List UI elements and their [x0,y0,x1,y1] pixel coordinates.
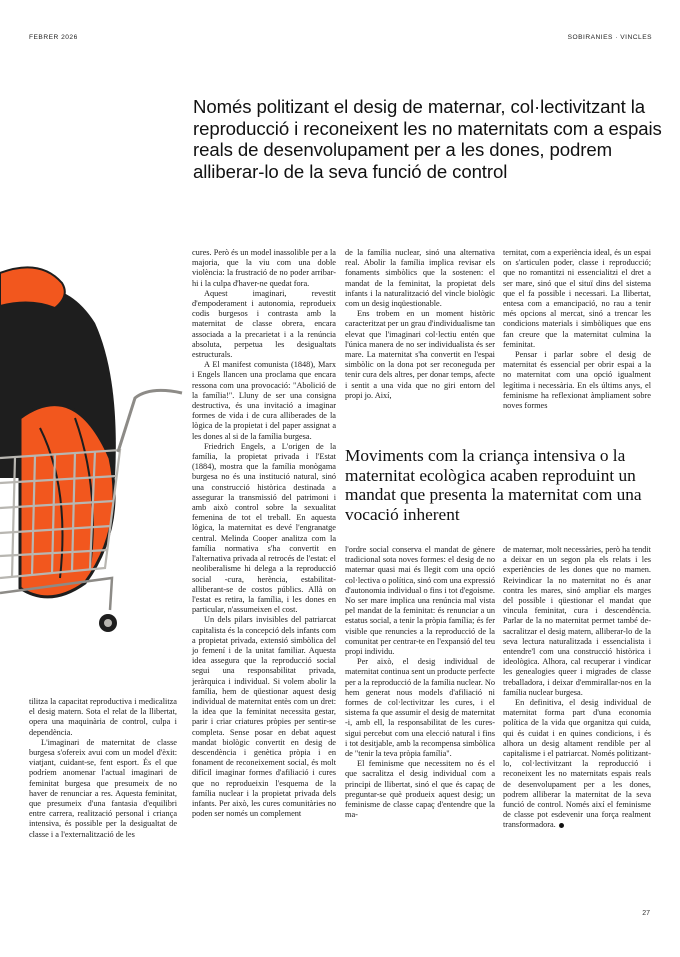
paragraph: En definitiva, el desig individual de maternitat forma part d'una economia política de la vida que organitza qui cuida, qui és cuidat i en quines condicions, i és alhora un desig altament rendible per al capitalisme i el patriarcat. Només politizant-lo, col·lectivitzant la reproducció i reconeixent les no maternitats espais reals de desenvolupament per a les dones, podrem alliberar la maternitat de la seva funció de control. Només així el feminisme de classe pot esdevenir una força realment transformadora. [503,698,651,830]
pull-quote: Només politizant el desig de maternar, col·lectivitzant la reproducció i reconeixent les no maternitats com a espais reals de desenvolupament per a les dones, podrem alliberar-lo de la seva funció de control [193,96,662,182]
paragraph: A El manifest comunista (1848), Marx i Engels llancen una proclama que encara ressona com una provocació: "Abolició de la família!". Lluny de ser una consigna destructiva, és una invitació a imaginar formes de vida i de cura alliberades de la lògica de la propietat i del paper assignat a les dones al si de la família burgesa. [192,360,336,441]
paragraph: de la família nuclear, sinó una alternativa real. Abolir la família implica revisar els fonaments simbòlics que la sostenen: el mandat de la feminitat, la propietat dels infants i la naturalització del vincle biològic com un desig inqüestionable. [345,248,495,309]
paragraph: L'imaginari de maternitat de classe burgesa s'ofereix avui com un model d'èxit: viatjant, cuidant-se, fent esport. És el que podríem anomenar l'actual imaginari de feminitat burgesa que presumeix de no haver de renunciar a res. Aquesta feminitat, que presumeix d'una fantasia d'equilibri entre carrera, realització personal i criança intensiva, és possible per la desigualtat de classe i a l'externalització de les [29,737,177,839]
paragraph: Ens trobem en un moment històric caracteritzat per un grau d'individualisme tan elevat que l'imaginari col·lectiu entén que l'única manera de no ser individualista és ser mare. La maternitat s'ha convertit en l'espai simbòlic on la dona pot ser reconeguda per tenir cura dels altres, per donar temps, afecte i sentit a una vida que no giri entorn del propi jo. Així, [345,309,495,400]
column-3-bottom [345,545,495,820]
paragraph: ternitat, com a experiència ideal, és un espai on s'articulen poder, classe i reproducció; que no romantitzi ni essencialitzi el dret a ser mare, sinó que el situï dins del sistema que el fa possible i necessari. La llibertat, entesa com a emancipació, no rau a tenir més opcions al mercat, sinó a trencar les condicions materials i simbòliques que ens fan creure que la maternitat culmina la feminitat. [503,248,651,349]
column-4-top [503,248,651,411]
subheading: Moviments com la criança intensiva o la maternitat ecològica acaben reproduint un mandat que presenta la maternitat com una vocació inherent [345,446,642,524]
figure-head [0,267,65,308]
paragraph: l'ordre social conserva el mandat de gènere tradicional sota noves formes: el desig de no maternar quasi mai és llegit com una opció col·lectiva o política, sinó com una expressió d'autonomia individual o fins i tot d'egoisme. No ser mare implica una renúncia mal vista pel mandat de la feminitat: és renunciar a un estatus social, a tenir la pròpia família; és fer visible que renuncies a la reproducció de la comunitat per centrar-te en l'expansió del teu propi individu. [345,545,495,657]
paragraph: tilitza la capacitat reproductiva i medicalitza el desig matern. Sota el relat de la llibertat, opera una maquinària de control, culpa i dependència. [29,697,177,737]
issue-date: FEBRER 2026 [29,34,78,41]
cart-handle [118,390,182,452]
paragraph: Per això, el desig individual de maternitat continua sent un producte perfecte per a la reproducció de la família nuclear. No hem generat nous models d'afiliació ni formes de col·lectivitzar les cures, i el sistema fa que assumir el desig de maternitat -i, amb ell, la responsabilitat de les cures- sigui percebut com una elecció natural i fins i tot desitjable, amb la recompensa simbòlica de "tenir la teva pròpia família". [345,657,495,759]
paragraph: El feminisme que necessitem no és el que sacralitza el desig individual com a principi de llibertat, sinó el que és capaç de preguntar-se què produeix aquest desig; un feminisme de classe capaç d'entendre que la ma- [345,759,495,820]
paragraph: Un dels pilars invisibles del patriarcat capitalista és la concepció dels infants com a propietat privada, extensió simbòlica del jo femení i de la unitat familiar. Aquesta idea assegura que la reproducció social segui una responsabilitat privada, jeràrquica i individual. Si volem abolir la família, hem de qüestionar aquest desig individual de maternitat entès com un dret: la idea que la feminitat necessita gestar, parir i criar criatures pròpies per sentir-se completa. Sense posar en debat aquest mandat biològic convertit en desig de descendència i genètica pròpia i en fonament de reconeixement social, és molt difícil imaginar formes d'afiliació i cures que no reprodueixin l'esquema de la família nuclear i la propietat privada dels infants. Per això, les cures comunitàries no poden ser només un complement [192,615,336,819]
section-label: SOBIRANIES · VINCLES [567,34,652,41]
paragraph: Friedrich Engels, a L'origen de la família, la propietat privada i l'Estat (1884), mostra que la família monògama burgesa no és una institució natural, sinó una construcció històrica destinada a assegurar la transmissió del patrimoni i amb això control sobre la sexualitat femenina de tot el treball. En aquesta lògica, la maternitat es devé l'engranatge central. Melinda Cooper analitza com la família normativa s'ha convertit en l'alternativa privada al retrocés de l'estat: el neoliberalisme hi delega a la reproducció social -cura, herència, estabilitat- alliberant-se de costos públics. Allà on l'estat es retira, la família, i les dones en particular, n'assumeixen el cost. [192,441,336,615]
paragraph: de maternar, molt necessàries, però ha tendit a deixar en un segon pla els relats i les experiències de les dones que no mamen. Reivindicar la no maternitat no és anar contra les mares, sinó ampliar els marges del possible i qüestionar el mandat que vincula feminitat, cura i descendència. Parlar de la no maternitat permet també de-sacralitzar el desig matern, alliberar-lo de la seva lectura naturalitzada i essencialista i entendre'l com una construcció històrica i ideològica. Alhora, cal recuperar i vindicar les genealogies queer i migrades de classe treballadora, i deixar d'emmirallar-nos en la família nuclear burgesa. [503,545,651,697]
column-1-bottom [29,697,177,840]
paragraph: cures. Però és un model inassolible per a la majoria, que la viu com una doble violència: la frustració de no poder arribar-hi i la culpa d'haver-ne quedat fora. [192,248,336,288]
column-2 [192,248,336,819]
column-4-bottom [503,545,651,831]
page-number: 27 [642,910,650,917]
shopping-cart-illustration [0,228,185,658]
paragraph: Aquest imaginari, revestit d'empoderament i autonomia, reprodueix codis burgesos i contrasta amb la maternitat de classe obrera, encara associada a la precarietat i a la renúncia absoluta, perpetua les desigualtats estructurals. [192,288,336,360]
paragraph: Pensar i parlar sobre el desig de maternitat és essencial per obrir espai a la no maternitat com una opció igualment legítima i necessària. En els últims anys, el feminisme ha reflexionat àmpliament sobre noves formes [503,350,651,411]
column-3-top [345,248,495,401]
end-of-article-mark [559,823,564,828]
